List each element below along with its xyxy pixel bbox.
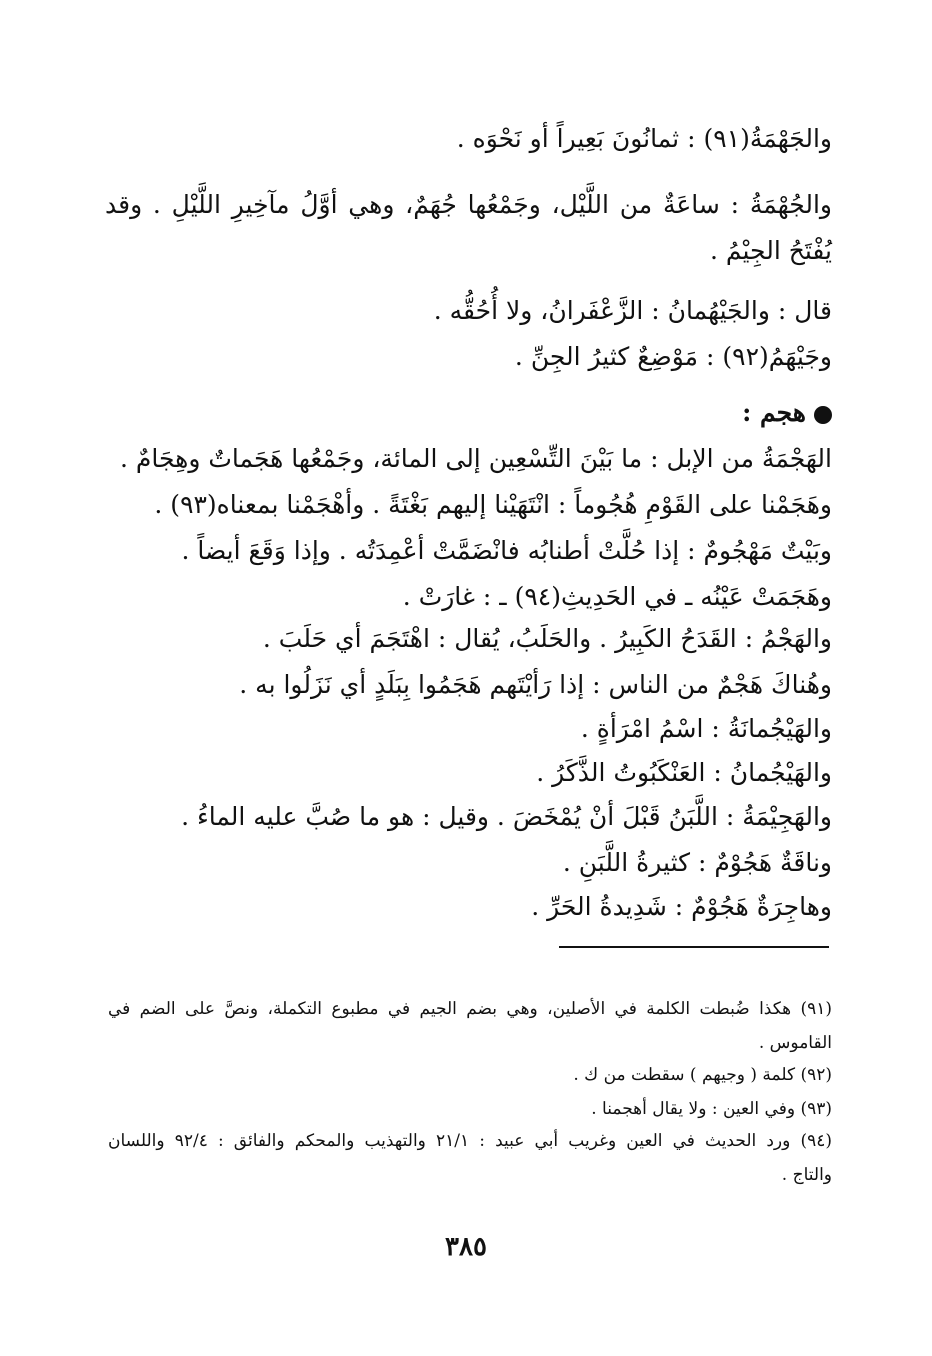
section-line: والهَجْمُ : القَدَحُ الكَبِيرُ . والحَلَبُ، يُقال : اهْتَجَمَ أي حَلَبَ . (262, 624, 832, 653)
section-line: وهاجِرَةٌ هَجُوْمٌ : شَدِيدةُ الحَرِّ . (531, 892, 832, 921)
footnote-93: (٩٣) وفي العين : ولا يقال أهجمنا . (591, 1099, 832, 1119)
section-line: وناقَةٌ هَجُوْمٌ : كثيرةُ اللَّبَنِ . (562, 848, 832, 877)
entry-line: يُفْتَحُ الجِيْمُ . (709, 236, 832, 265)
section-heading-text: هجم : (742, 398, 806, 427)
footnote-94-continued: والتاج . (781, 1165, 832, 1185)
section-line: الهَجْمَةُ من الإبل : ما بَيْنَ التِّسْعِين إلى المائة، وجَمْعُها هَجَماتٌ وهِجَامٌ . (120, 444, 832, 473)
page-number: ٣٨٥ (445, 1232, 487, 1262)
entry-line: قال : والجَيْهُمانُ : الزَّعْفَرانُ، ولا أُحُقُّه . (433, 296, 832, 325)
entry-line: وجَيْهَمُ(٩٢) : مَوْضِعٌ كثيرُ الجِنِّ . (514, 342, 832, 371)
section-heading (742, 396, 832, 430)
section-line: وهُناكَ هَجْمٌ من الناس : إذا رَأيْتَهم هَجَمُوا بِبَلَدٍ أي نَزَلُوا به . (239, 670, 832, 699)
footnote-91: (٩١) هكذا ضُبطت الكلمة في الأصلين، وهي بضم الجيم في مطبوع التكملة، ونصَّ على الضم في (108, 999, 832, 1019)
entry-line: والجَهْمَةُ(٩١) : ثمانُونَ بَعِيراً أو نَحْوَه . (456, 124, 832, 153)
section-line: والهَجِيْمَةُ : اللَّبَنُ قَبْلَ أنْ يُمْخَضَ . وقيل : هو ما صُبَّ عليه الماءُ . (181, 802, 832, 831)
footnote-94: (٩٤) ورد الحديث في العين وغريب أبي عبيد : ٢١/١ والتهذيب والمحكم والفائق : ٩٢/٤ واللسان (108, 1131, 832, 1151)
footnote-91-continued: القاموس . (758, 1033, 832, 1053)
section-line: وبَيْتٌ مَهْجُومٌ : إذا حُلَّتْ أطنابُه فانْضَمَّتْ أعْمِدَتُه . وإذا وَقَعَ أيضاً . (181, 536, 832, 565)
section-line: والهَيْجُمانُ : العَنْكَبُوتُ الذَّكَرُ . (536, 758, 832, 787)
section-line: وهَجَمْنا على القَوْمِ هُجُوماً : انْتَهَيْنا إليهم بَغْتَةً . وأهْجَمْنا بمعناه(٩٣) . (154, 490, 832, 519)
bullet-icon (814, 406, 832, 424)
section-line: والهَيْجُمانَةُ : اسْمُ امْرَأةٍ . (580, 714, 832, 743)
footnote-separator (559, 946, 829, 948)
footnote-92: (٩٢) كلمة ( وجيهم ) سقطت من ك . (573, 1065, 832, 1085)
section-line: وهَجَمَتْ عَيْنُه ـ في الحَدِيثِ(٩٤) ـ : غارَتْ . (402, 582, 832, 611)
entry-line: والجُهْمَةُ : ساعَةٌ من اللَّيْل، وجَمْعُها جُهَمٌ، وهي أوَّلُ مآخِيرِ اللَّيْلِ . وقد (105, 190, 832, 219)
